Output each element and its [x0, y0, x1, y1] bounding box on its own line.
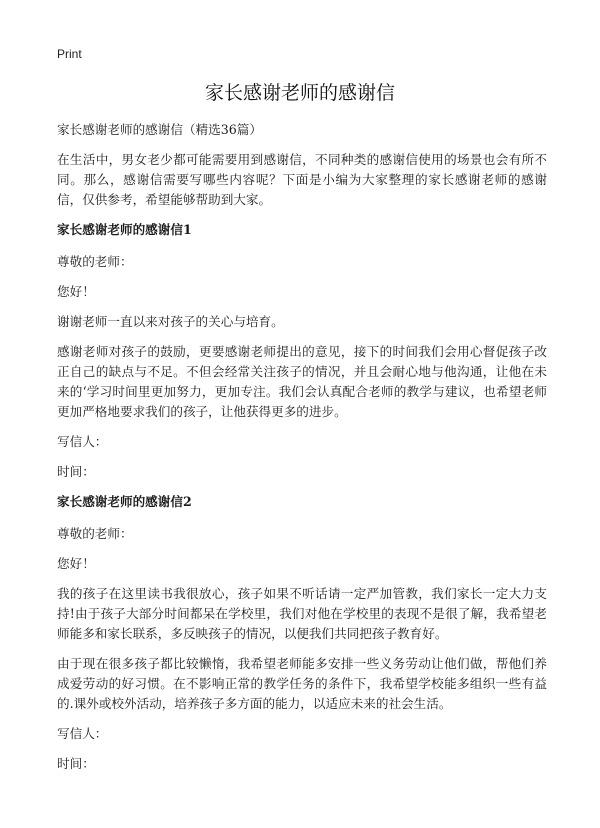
- document-subtitle: 家长感谢老师的感谢信（精选36篇）: [57, 122, 262, 137]
- letter-greeting: 尊敬的老师：: [57, 254, 133, 269]
- letter-paragraph: 谢谢老师一直以来对孩子的关心与培育。: [57, 314, 284, 329]
- letter-date: 时间：: [57, 756, 95, 771]
- intro-paragraph: 在生活中，男女老少都可能需要用到感谢信，不同种类的感谢信使用的场景也会有所不同。那么，感谢信需要写哪些内容呢？下面是小编为大家整理的家长感谢老师的感谢信，仅供参考，希望能够帮助到大家。: [57, 152, 547, 207]
- letter-paragraph: 我的孩子在这里读书我很放心，孩子如果不听话请一定严加管教，我们家长一定大力支持!由于孩子大部分时间都呆在学校里，我们对他在学校里的表现不是很了解，我希望老师能多和家长联系，多反映孩子的情况，以便我们共同把孩子教育好。: [57, 586, 547, 641]
- letter-hello: 您好！: [57, 284, 95, 299]
- print-label: Print: [57, 47, 82, 61]
- letter-signature: 写信人：: [57, 726, 108, 741]
- letter-heading: 家长感谢老师的感谢信2: [57, 494, 192, 509]
- letter-signature: 写信人：: [57, 434, 108, 449]
- letter-paragraph: 由于现在很多孩子都比较懒惰，我希望老师能多安排一些义务劳动让他们做，帮他们养成爱劳动的好习惯。在不影响正常的教学任务的条件下，我希望学校能多组织一些有益的.课外或校外活动，培养孩子多方面的能力，以适应未来的社会生活。: [57, 656, 547, 711]
- letter-1: [57, 220, 547, 482]
- document-body: [57, 120, 547, 784]
- letter-heading: 家长感谢老师的感谢信1: [57, 222, 192, 237]
- letter-greeting: 尊敬的老师：: [57, 526, 133, 541]
- letter-2: [57, 492, 547, 774]
- letter-paragraph: 感谢老师对孩子的鼓励，更要感谢老师提出的意见，接下的时间我们会用心督促孩子改正自己的缺点与不足。不但会经常关注孩子的情况，并且会耐心地与他沟通，让他在未来的‘学习时间里更加努力，更加专注。我们会认真配合老师的教学与建议，也希望老师更加严格地要求我们的孩子，让他获得更多的进步。: [57, 344, 547, 419]
- document-title: 家长感谢老师的感谢信: [204, 82, 395, 104]
- letter-hello: 您好！: [57, 556, 95, 571]
- letter-date: 时间：: [57, 464, 95, 479]
